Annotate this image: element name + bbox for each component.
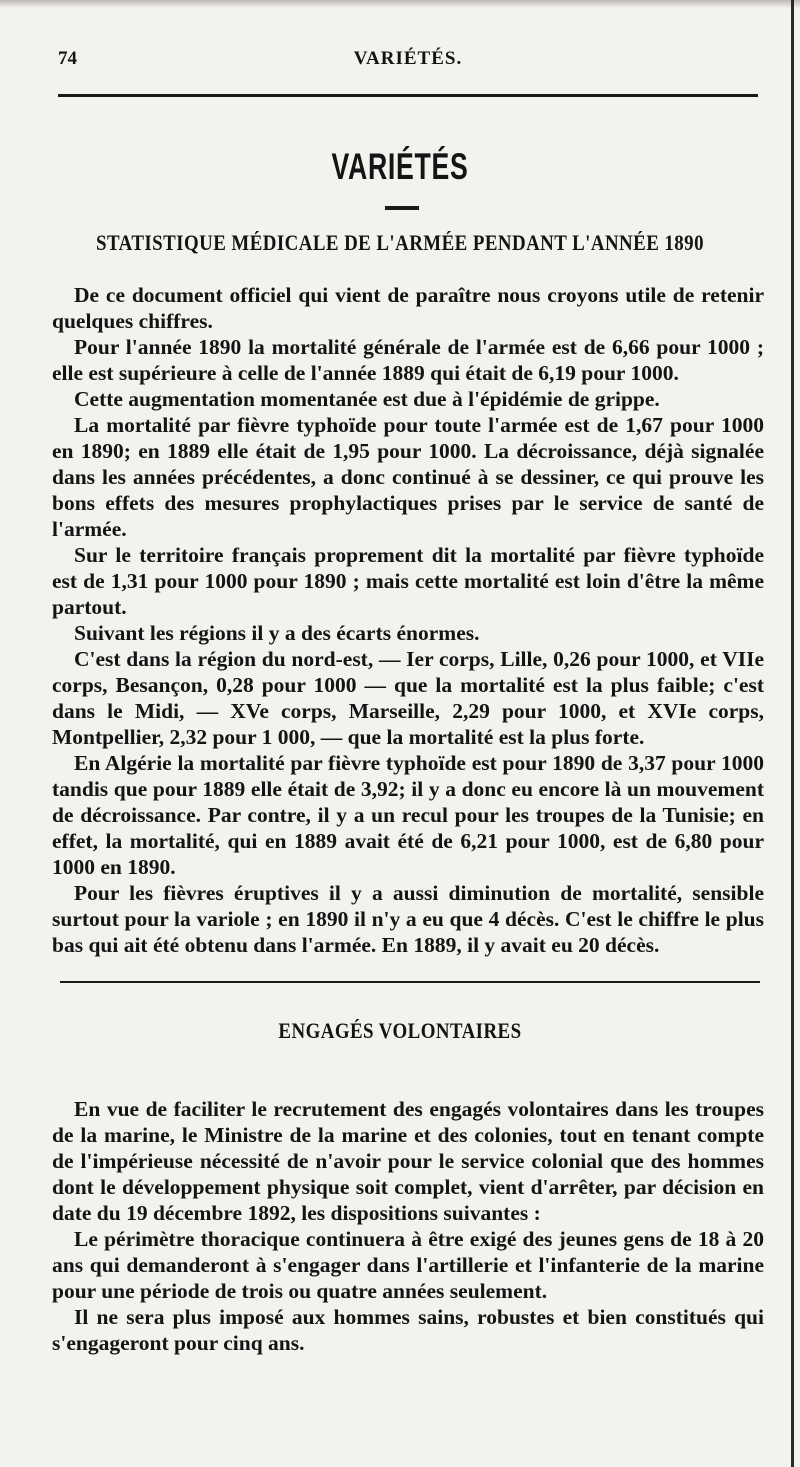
article2-paragraph: Le périmètre thoracique continuera à être exigé des jeunes gens de 18 à 20 ans qui demanderont à s'engager dans l'artillerie et l'infanterie de la marine pour une période de trois ou quatre années seulement. [52, 1227, 764, 1303]
section-divider-rule [60, 981, 760, 983]
article2-paragraph: Il ne sera plus imposé aux hommes sains, robustes et bien constitués qui s'engageront pour cinq ans. [52, 1305, 764, 1355]
page-header [58, 48, 758, 74]
page-number: 74 [58, 48, 77, 69]
article1-paragraph: La mortalité par fièvre typhoïde pour toute l'armée est de 1,67 pour 1000 en 1890; en 1889 elle était de 1,95 pour 1000. La décroissance, déjà signalée dans les années précédentes, a donc continué à se dessiner, ce qui prouve les bons effets des mesures prophylactiques prises par le service de santé de l'armée. [52, 413, 764, 541]
article2-heading: ENGAGÉS VOLONTAIRES [278, 1018, 522, 1043]
article2-body [52, 1096, 764, 1356]
page-top-shadow [0, 0, 800, 8]
header-rule [58, 94, 758, 97]
article2-paragraph: En vue de faciliter le recrutement des engagés volontaires dans les troupes de la marine, le Ministre de la marine et des colonies, tout en tenant compte de l'impérieuse nécessité de n'avoir pour le service colonial que des hommes dont le développement physique soit complet, vient d'arrêter, par décision en date du 19 décembre 1892, les dispositions suivantes : [52, 1097, 764, 1225]
article1-paragraph: Pour les fièvres éruptives il y a aussi diminution de mortalité, sensible surtout pour la variole ; en 1890 il n'y a eu que 4 décès. C'est le chiffre le plus bas qui ait été obtenu dans l'armée. En 1889, il y avait eu 20 décès. [52, 881, 764, 957]
article1-paragraph: C'est dans la région du nord-est, — Ier corps, Lille, 0,26 pour 1000, et VIIe corps, Besançon, 0,28 pour 1000 — que la mortalité est la plus faible; c'est dans le Midi, — XVe corps, Marseille, 2,29 pour 1000, et XVIe corps, Montpellier, 2,32 pour 1 000, — que la mortalité est la plus forte. [52, 647, 764, 749]
article1-paragraph: Cette augmentation momentanée est due à l'épidémie de grippe. [74, 387, 660, 411]
running-head: VARIÉTÉS. [353, 48, 463, 69]
article1-heading: STATISTIQUE MÉDICALE DE L'ARMÉE PENDANT L'ANNÉE 1890 [96, 230, 704, 255]
article1-paragraph: En Algérie la mortalité par fièvre typhoïde est pour 1890 de 3,37 pour 1000 tandis que pour 1889 elle était de 3,92; il y a donc eu encore là un mouvement de décroissance. Par contre, il y a un recul pour les troupes de la Tunisie; en effet, la mortalité, qui en 1889 avait été de 6,21 pour 1000, est de 6,80 pour 1000 en 1890. [52, 751, 764, 879]
article1-paragraph: Suivant les régions il y a des écarts énormes. [74, 621, 480, 645]
article1-paragraph: De ce document officiel qui vient de paraître nous croyons utile de retenir quelques chiffres. [52, 283, 764, 333]
article1-paragraph: Pour l'année 1890 la mortalité générale de l'armée est de 6,66 pour 1000 ; elle est supérieure à celle de l'année 1889 qui était de 6,19 pour 1000. [52, 335, 764, 385]
title-underline [385, 206, 419, 210]
article1-paragraph: Sur le territoire français proprement dit la mortalité par fièvre typhoïde est de 1,31 pour 1000 pour 1890 ; mais cette mortalité est loin d'être la même partout. [52, 543, 764, 619]
page-right-edge [791, 0, 794, 1467]
article1-body [52, 282, 764, 958]
section-title: VARIÉTÉS [331, 146, 469, 187]
